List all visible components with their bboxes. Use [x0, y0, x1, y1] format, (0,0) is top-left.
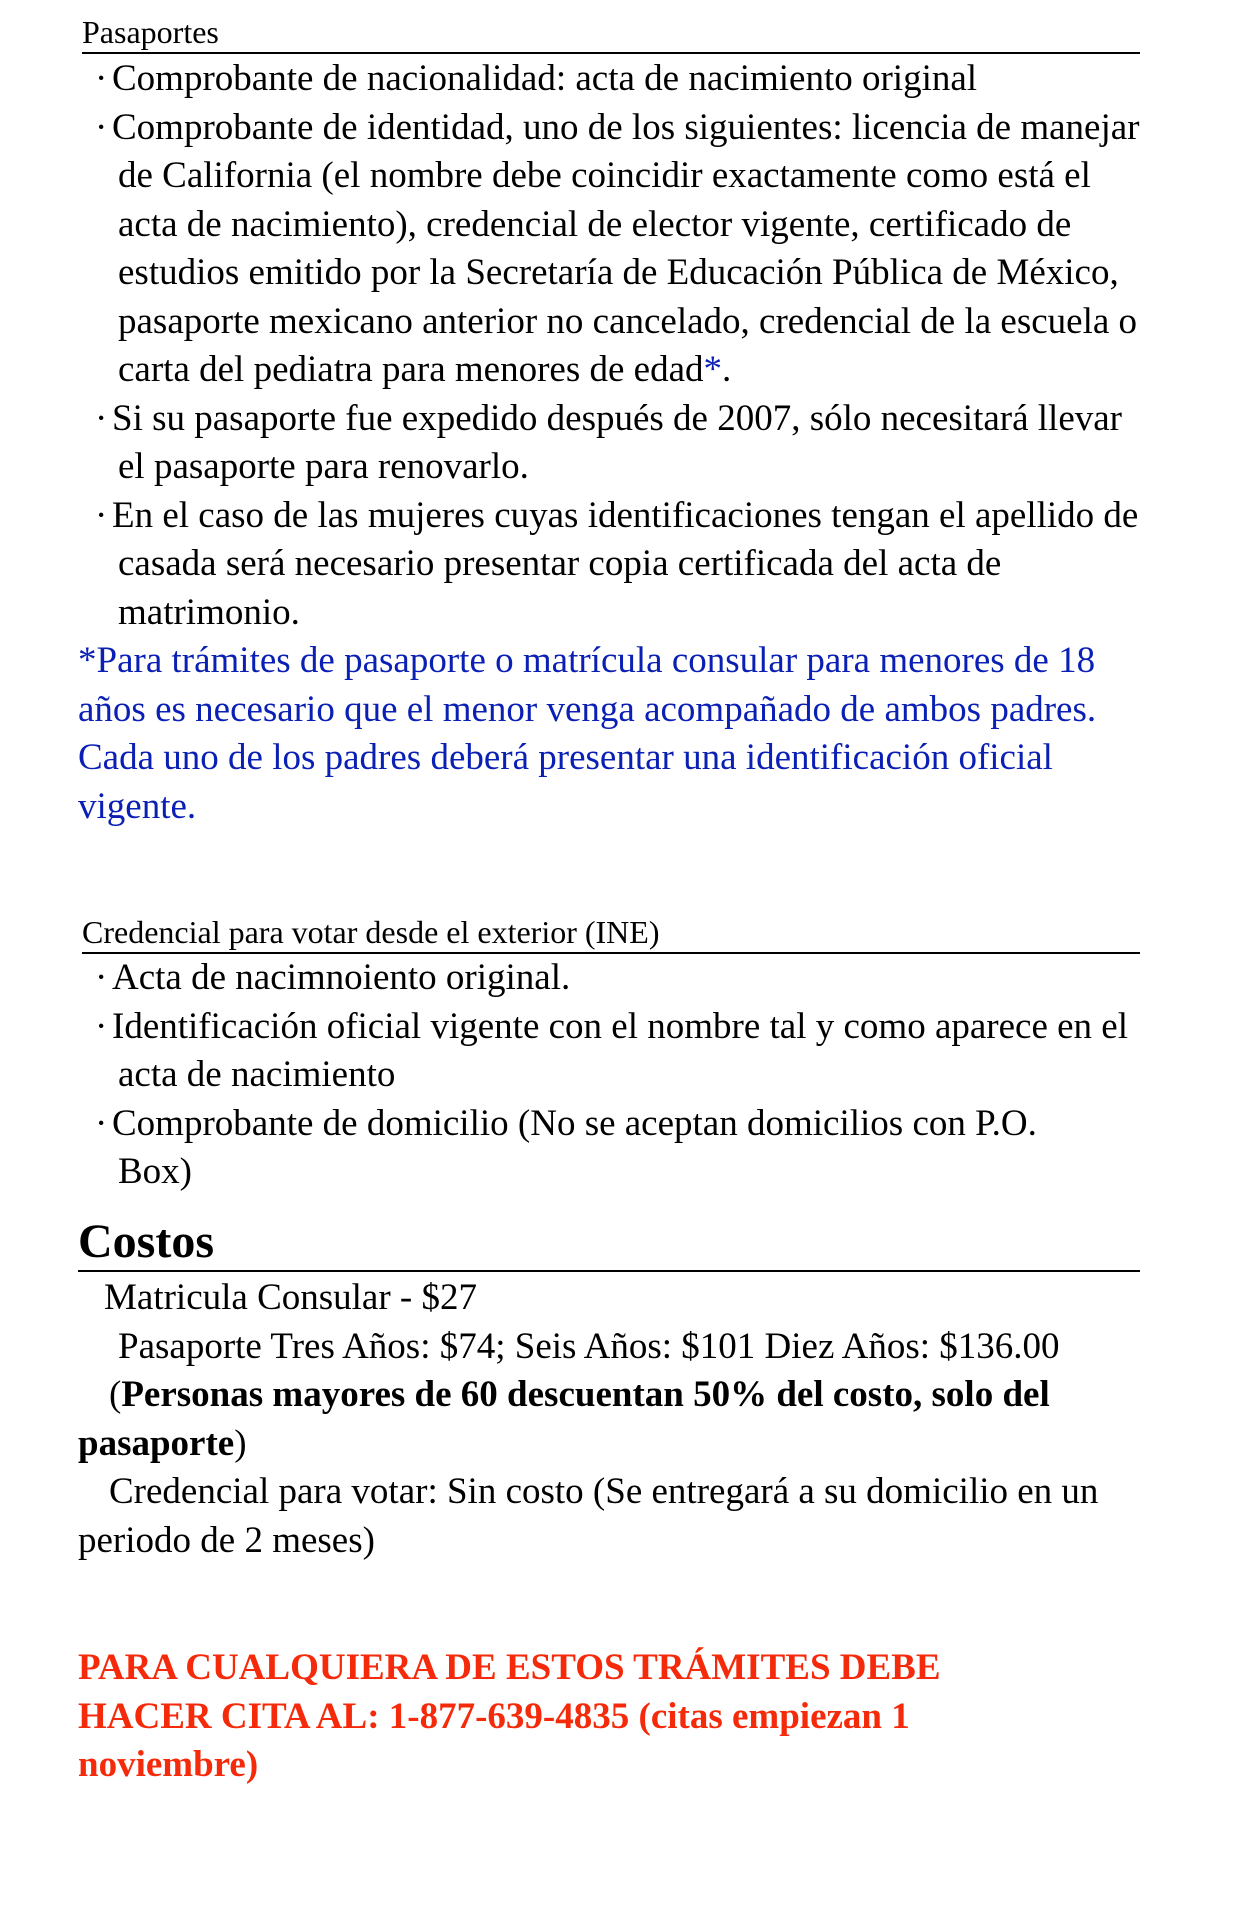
- pasaportes-list: [78, 55, 1144, 831]
- ine-heading: Credencial para votar desde el exterior (INE): [82, 912, 1140, 954]
- item-text: Acta de nacimnoiento original.: [112, 957, 571, 998]
- bullet-icon: ·: [95, 1005, 108, 1047]
- bullet-icon: ·: [95, 397, 108, 439]
- bullet-icon: ·: [95, 58, 108, 99]
- item-text: Comprobante de domicilio (No se aceptan domicilios con P.O. Box): [112, 1102, 1037, 1192]
- item-text: Comprobante de identidad, uno de los siguientes: licencia de manejar de California (el nombre debe coincidir exactamente como está el acta de nacimiento), credencial de elector vigente, certificado de estudios emitido por la Secretaría de Educación Pública de México, pasaporte mexicano anterior no cancelado, credencial de la escuela o carta del pediatra para menores de edad: [112, 106, 1140, 390]
- ine-list: [78, 954, 1144, 1197]
- costos-heading: Costos: [78, 1214, 1140, 1272]
- senior-discount: [78, 1371, 1142, 1468]
- credencial-cost: Credencial para votar: Sin costo (Se entregará a su domicilio en un periodo de 2 meses): [78, 1471, 1099, 1561]
- matricula-cost: Matricula Consular - $27: [104, 1277, 477, 1318]
- list-item: [78, 55, 1144, 104]
- list-item: [78, 492, 1144, 638]
- item-text: Identificación oficial vigente con el nombre tal y como aparece en el acta de nacimiento: [112, 1005, 1129, 1095]
- discount-text: Personas mayores de 60 descuentan 50% del costo, solo del pasaporte: [78, 1374, 1050, 1464]
- bullet-icon: ·: [95, 957, 108, 998]
- list-item: [78, 1100, 1144, 1197]
- bullet-icon: ·: [95, 494, 108, 536]
- footnote-asterisk: *: [703, 349, 722, 390]
- period: .: [722, 349, 732, 390]
- pasaportes-heading: Pasaportes: [82, 12, 1140, 54]
- paren: (: [109, 1374, 122, 1415]
- bullet-icon: ·: [95, 1102, 108, 1144]
- list-item: [78, 104, 1144, 395]
- item-text: En el caso de las mujeres cuyas identificaciones tengan el apellido de casada será necesario presentar copia certificada del acta de matrimonio.: [112, 494, 1139, 633]
- list-item: [78, 1003, 1144, 1100]
- paren: ): [234, 1422, 247, 1464]
- minors-note: *Para trámites de pasaporte o matrícula consular para menores de 18 años es necesario que el menor venga acompañado de ambos padres. Cada uno de los padres deberá presentar una identificación oficial vigente.: [78, 640, 1097, 827]
- pasaporte-cost: Pasaporte Tres Años: $74; Seis Años: $101 Diez Años: $136.00: [118, 1325, 1060, 1367]
- list-item: [78, 395, 1144, 492]
- item-text: Si su pasaporte fue expedido después de 2007, sólo necesitará llevar el pasaporte para renovarlo.: [112, 397, 1123, 487]
- bullet-icon: ·: [95, 106, 108, 148]
- appointment-notice: PARA CUALQUIERA DE ESTOS TRÁMITES DEBE HACER CITA AL: 1-877-639-4835 (citas empiezan 1 noviembre): [78, 1647, 941, 1785]
- costos-list: [78, 1274, 1142, 1565]
- list-item: [78, 954, 1144, 1003]
- item-text: Comprobante de nacionalidad: acta de nacimiento original: [112, 58, 978, 99]
